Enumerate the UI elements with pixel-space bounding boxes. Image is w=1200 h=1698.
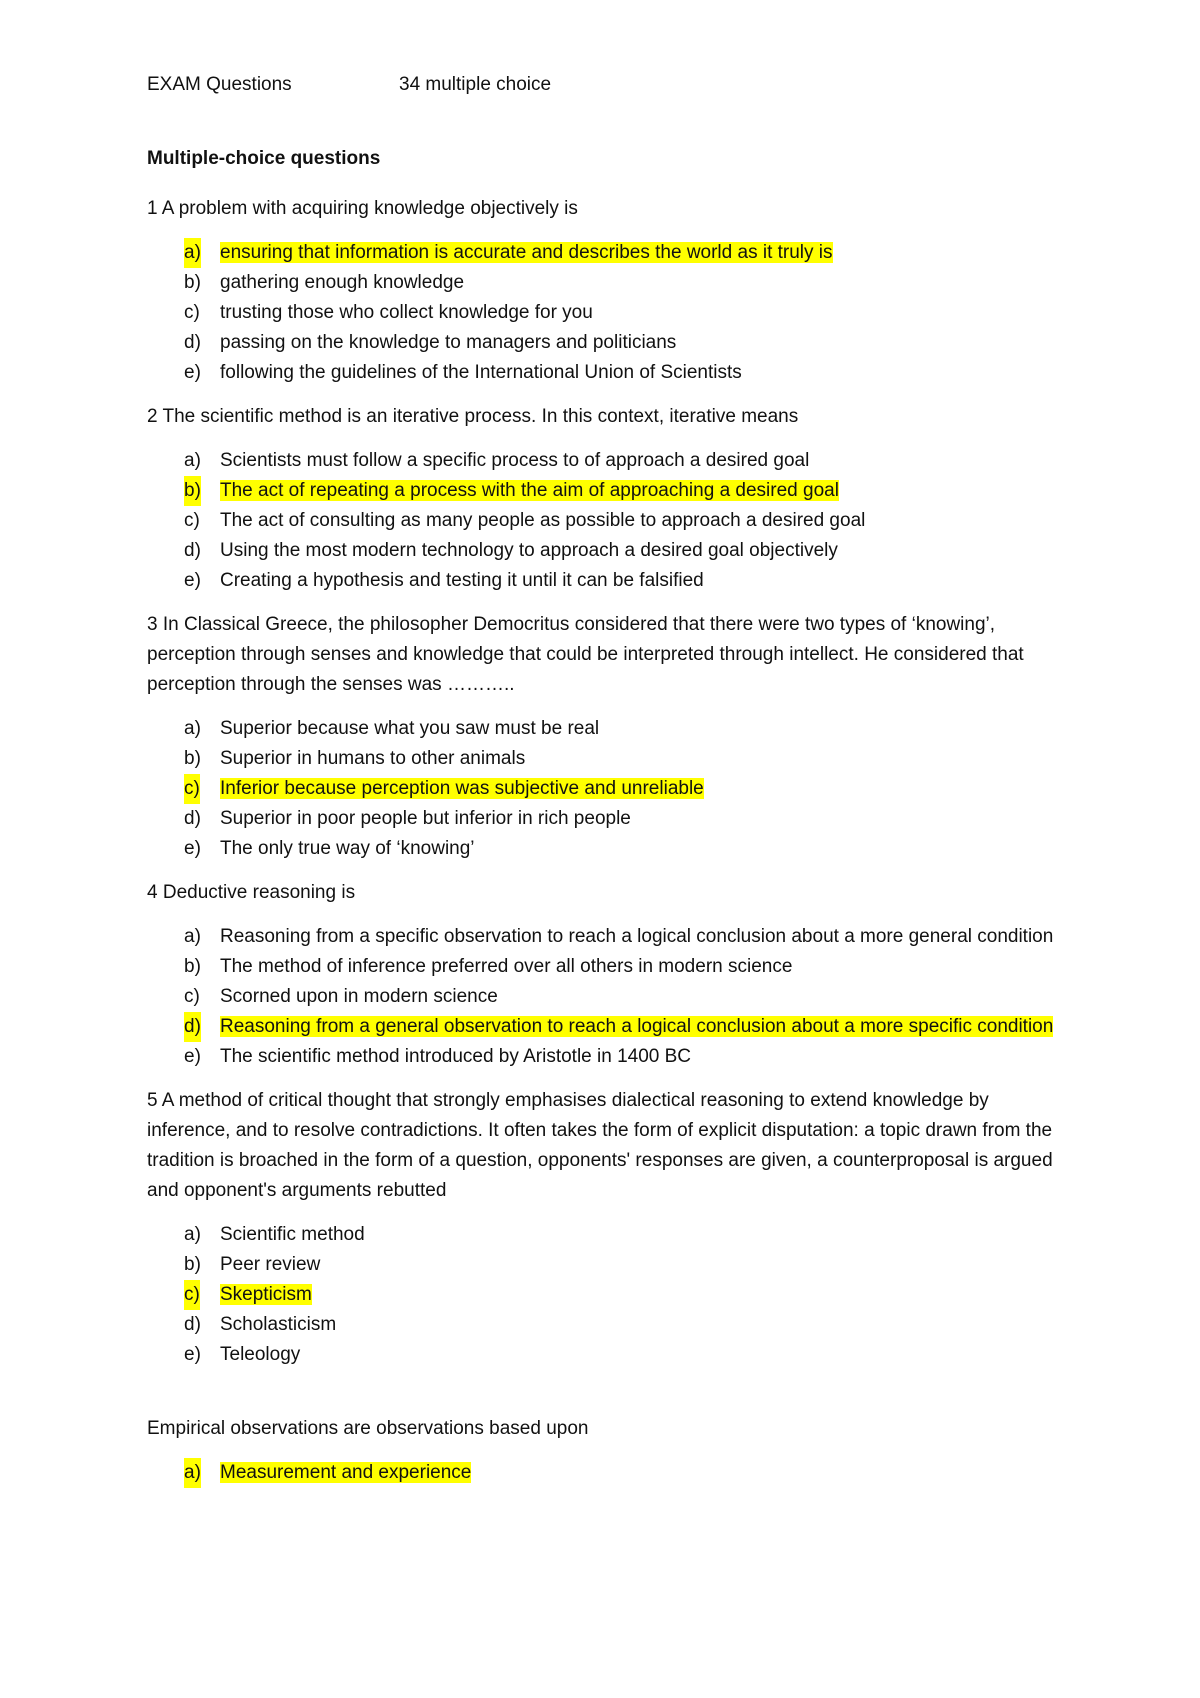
option-text: Skepticism [220,1284,312,1305]
answer-option [147,804,1067,834]
answer-option [147,982,1067,1012]
options-list [147,922,1067,1072]
option-text: The method of inference preferred over all others in modern science [220,956,793,977]
question-block [147,1086,1067,1414]
option-letter: d) [184,1012,201,1042]
question-text: 5 A method of critical thought that strongly emphasises dialectical reasoning to extend knowledge by inference, and to resolve contradictions. It often takes the form of explicit disputation: a topic drawn from the tradition is broached in the form of a question, opponents' responses are given, a counterproposal is argued and opponent's arguments rebutted [147,1090,1053,1201]
answer-option-correct [147,238,1067,268]
option-letter: c) [184,302,200,323]
option-text: gathering enough knowledge [220,272,465,293]
answer-option [147,1220,1067,1250]
answer-option-correct [147,774,1067,804]
option-text: Teleology [220,1344,301,1365]
answer-option [147,744,1067,774]
option-text: Superior in poor people but inferior in rich people [220,808,631,829]
option-text: Reasoning from a specific observation to reach a logical conclusion about a more general condition [220,926,1054,947]
option-letter: c) [184,1280,200,1310]
option-text: Reasoning from a general observation to reach a logical conclusion about a more specific condition [220,1016,1054,1037]
option-text: Using the most modern technology to approach a desired goal objectively [220,540,838,561]
answer-option [147,1250,1067,1280]
answer-option [147,714,1067,744]
option-letter: a) [184,1458,201,1488]
option-letter: e) [184,362,201,383]
answer-option [147,536,1067,566]
option-text: Scholasticism [220,1314,337,1335]
question-block [147,1414,1067,1488]
question-text: 3 In Classical Greece, the philosopher Democritus considered that there were two types of ‘knowing’, perception through senses and knowledge that could be interpreted through intellect. He considered that perception through the senses was ……….. [147,614,1024,695]
option-text: ensuring that information is accurate and describes the world as it truly is [220,242,833,263]
option-text: Scorned upon in modern science [220,986,498,1007]
option-letter: c) [184,774,200,804]
question-text: Empirical observations are observations based upon [147,1418,589,1439]
option-letter: a) [184,450,201,471]
option-letter: d) [184,1314,201,1335]
option-letter: e) [184,570,201,591]
option-text: The only true way of ‘knowing’ [220,838,475,859]
question-block [147,194,1067,388]
answer-option [147,268,1067,298]
question-text: 4 Deductive reasoning is [147,882,356,903]
option-text: The act of consulting as many people as possible to approach a desired goal [220,510,866,531]
option-letter: a) [184,718,201,739]
answer-option [147,446,1067,476]
question-text: 1 A problem with acquiring knowledge objectively is [147,198,578,219]
answer-option-correct [147,1458,1067,1488]
option-text: Superior in humans to other animals [220,748,526,769]
answer-option-correct [147,1280,1067,1310]
option-letter: e) [184,838,201,859]
answer-option [147,358,1067,388]
option-letter: a) [184,1224,201,1245]
answer-option [147,1340,1067,1370]
answer-option [147,922,1067,952]
question-text: 2 The scientific method is an iterative process. In this context, iterative means [147,406,799,427]
option-text: The act of repeating a process with the aim of approaching a desired goal [220,480,839,501]
option-text: Scientific method [220,1224,365,1245]
option-letter: d) [184,540,201,561]
option-text: trusting those who collect knowledge for you [220,302,593,323]
answer-option [147,834,1067,864]
options-list [147,1458,1067,1488]
question-block [147,878,1067,1072]
header-subtitle: 34 multiple choice [399,74,552,95]
header-title: EXAM Questions [147,74,292,95]
option-text: Peer review [220,1254,321,1275]
option-text: Inferior because perception was subjective and unreliable [220,778,704,799]
options-list [147,714,1067,864]
answer-option [147,1310,1067,1340]
answer-option [147,1042,1067,1072]
question-block [147,402,1067,596]
option-letter: c) [184,986,200,1007]
option-text: Superior because what you saw must be real [220,718,600,739]
option-letter: e) [184,1344,201,1365]
option-letter: b) [184,476,201,506]
option-letter: b) [184,748,201,769]
spacer [147,1384,1067,1414]
answer-option [147,952,1067,982]
question-block [147,610,1067,864]
option-letter: a) [184,926,201,947]
option-text: following the guidelines of the International Union of Scientists [220,362,742,383]
option-text: Measurement and experience [220,1462,472,1483]
section-heading: Multiple-choice questions [147,148,381,169]
questions-list [147,194,1067,1502]
answer-option [147,506,1067,536]
option-text: The scientific method introduced by Aristotle in 1400 BC [220,1046,692,1067]
option-letter: b) [184,956,201,977]
option-letter: b) [184,272,201,293]
option-letter: a) [184,238,201,268]
option-text: passing on the knowledge to managers and politicians [220,332,677,353]
option-letter: d) [184,332,201,353]
option-letter: c) [184,510,200,531]
options-list [147,1220,1067,1370]
option-letter: e) [184,1046,201,1067]
option-text: Scientists must follow a specific process to of approach a desired goal [220,450,810,471]
answer-option [147,566,1067,596]
answer-option-correct [147,1012,1067,1042]
answer-option [147,298,1067,328]
answer-option-correct [147,476,1067,506]
answer-option [147,328,1067,358]
options-list [147,238,1067,388]
option-letter: d) [184,808,201,829]
options-list [147,446,1067,596]
option-letter: b) [184,1254,201,1275]
option-text: Creating a hypothesis and testing it until it can be falsified [220,570,704,591]
